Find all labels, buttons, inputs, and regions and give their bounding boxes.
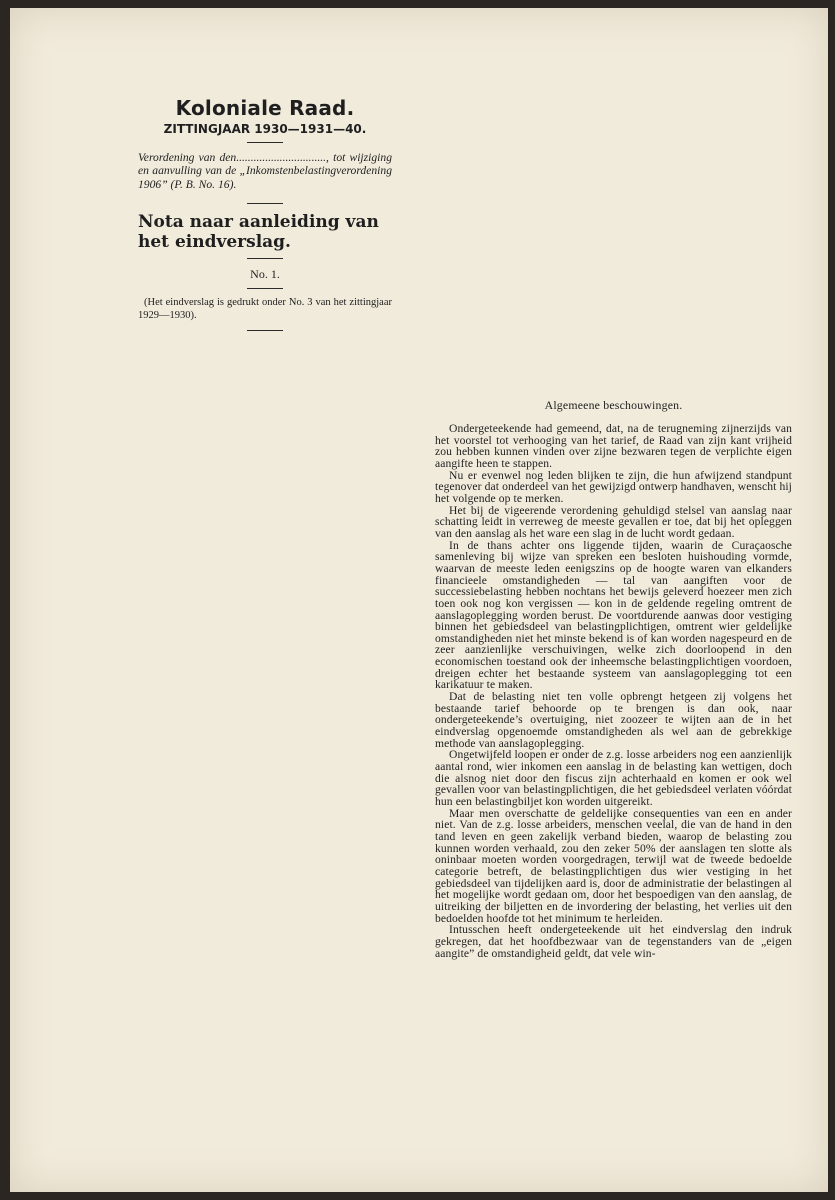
report-note: (Het eindverslag is gedrukt onder No. 3 van het zittingjaar 1929—1930). [138,297,392,321]
paragraph: Het bij de vigeerende verordening gehuldigd stelsel van aanslag naar schatting leidt in verreweg de meeste gevallen er toe, dat bij het opleggen van den aanslag als het ware een slag in de lucht wordt gedaan. [435,503,792,540]
header-block [138,96,392,339]
ordinance-description: Verordening van den..............................., tot wijziging en aanvulling van de „Inkomstenbelastingverordening 1906” (P. B. No. 16). [138,151,392,191]
paragraph: Nu er evenwel nog leden blijken te zijn, die hun afwijzend standpunt tegenover dat onderdeel van het gewijzigd ontwerp handhaven, wenscht hij het volgende op te merken. [435,468,792,505]
session-year: ZITTINGJAAR 1930—1931—40. [163,122,367,136]
paragraph: Ondergeteekende had gemeend, dat, na de terugneming zijnerzijds van het voorstel tot verhooging van het tarief, de Raad van zijn kant vrijheid zou hebben kunnen vinden over zijne bezwaren tegen de verplichte eigen aangifte heen te stappen. [435,422,792,470]
paragraph: Dat de belasting niet ten volle opbrengt hetgeen zij volgens het bestaande tarief behoorde op te brengen is dan ook, naar ondergeteekende’s overtuiging, niet zoozeer te wijten aan de in het eindverslag opgenoemde omstandigheden als wel aan de gebrekkige methode van aanslagoplegging. [435,690,792,750]
council-title: Koloniale Raad. [175,96,355,120]
nota-title: Nota naar aanleiding van het eindverslag. [138,212,379,253]
document-page [10,8,828,1192]
paragraph: Maar men overschatte de geldelijke consequenties van een en ander niet. Van de z.g. losse arbeiders, menschen veelal, die van de hand in den tand leven en geen zakelijk verband bieden, waarop de belasting zou kunnen worden verhaald, zou den zeker 50% der aanslagen ten slotte als oninbaar moeten worden voorgedragen, terwijl wat de tweede bedoelde categorie betreft, de belastingplichtigen dus wier vestiging in het gebiedsdeel van tijdelijken aard is, door de administratie der belastingen al het mogelijke wordt gedaan om, door het bespoedigen van den aanslag, de uitreiking der biljetten en de invordering der belasting, het verlies uit den bedoelden hoofde tot het minimum te herleiden. [435,806,792,925]
document-number: No. 1. [250,267,280,282]
section-heading: Algemeene beschouwingen. [544,398,683,412]
divider [247,330,283,331]
divider [247,258,283,259]
divider [247,203,283,204]
divider [247,288,283,289]
paragraph: In de thans achter ons liggende tijden, waarin de Curaçaosche samenleving bij wijze van spreken een besloten huishouding vormde, waarvan de meeste leden eenigszins op de hoogte waren van elkanders financieele omstandigheden — tal van aangiften voor de successiebelasting hebben nochtans het bewijs geleverd hoezeer men zich toen ook nog kon vergissen — kon in de geldende regeling omtrent de aanslagoplegging worden berust. De voortdurende aanwas door vestiging binnen het gebiedsdeel van belastingplichtigen, omtrent wier geldelijke omstandigheden niet het minste bekend is of kan worden nagespeurd en de zeer aanzienlijke verschuivingen, welke zich doorloopend in den economischen toestand ook der inheemsche belastingplichtigen voordoen, dreigen echter het bestaande systeem van aanslagoplegging tot een karikatuur te maken. [435,538,792,692]
paragraph: Intusschen heeft ondergeteekende uit het eindverslag den indruk gekregen, dat het hoofdbezwaar van de tegenstanders van de „eigen aangite” de omstandigheid geldt, dat vele win- [435,923,792,960]
divider [247,142,283,143]
body-column [435,398,792,959]
paragraph: Ongetwijfeld loopen er onder de z.g. losse arbeiders nog een aanzienlijk aantal rond, wier inkomen een aanslag in de belasting kan wettigen, doch die alsnog niet door den fiscus zijn achterhaald en komen er ook wel gevallen voor van belastingplichtigen, die het gebiedsdeel verlaten vóórdat hun een belastingbiljet kon worden uitgereikt. [435,748,792,808]
